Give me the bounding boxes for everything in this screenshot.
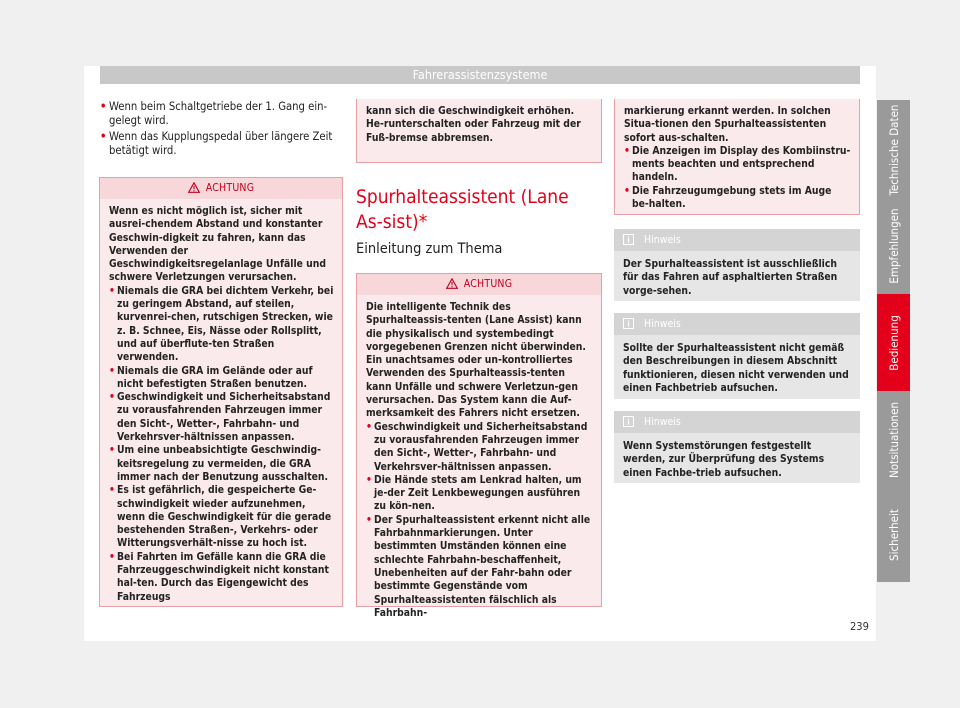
info-icon [623,315,634,337]
list-item: • Geschwindigkeit und Sicherheitsabstand zu vorausfahrenden Fahrzeugen immer den Sicht-, Wetter-, Fahrbahn- und Verkehrsver-hältnissen anpassen. [366,421,593,474]
tab-empfehlungen[interactable] [877,198,910,294]
tab-bedienung[interactable] [877,294,910,391]
list-item: • Die Fahrzeugumgebung stets im Auge be-halten. [624,185,851,212]
list-item: • Es ist gefährlich, die gespeicherte Ge-schwindigkeit wieder aufzunehmen, wenn die Geschwindigkeit für die gerade bestehenden Straßen-, Verkehrs- oder Witterungsverhält-nisse zu hoch ist. [109,484,334,550]
warning-intro: Wenn es nicht möglich ist, sicher mit ausrei-chendem Abstand und konstanter Geschwin-digkeit zu fahren, kann das Verwenden der Geschwindigkeitsregelanlage Unfälle und schwere Verletzungen verursachen. [109,205,326,284]
tab-label: Empfehlungen [886,208,901,284]
note-box [614,313,860,399]
list-item: • Niemals die GRA im Gelände oder auf nicht befestigten Straßen benutzen. [109,365,334,392]
warning-header [357,274,601,295]
warning-body [357,99,601,145]
tab-notsituationen[interactable] [877,391,910,488]
warning-triangle-icon [446,276,458,297]
list-item: • Um eine unbeabsichtigte Geschwindig-keitsregelung zu vermeiden, die GRA immer nach der Benutzung ausschalten. [109,444,334,484]
list-item: • Wenn beim Schaltgetriebe der 1. Gang ein-gelegt wird. [100,100,340,128]
note-label: Hinweis [644,416,681,428]
tab-sicherheit[interactable] [877,488,910,582]
list-item: • Der Spurhalteassistent erkennt nicht alle Fahrbahnmarkierungen. Unter bestimmten Umständen können eine schlechte Fahrbahn-beschaffenheit, Unebenheiten auf der Fahr-bahn oder bestimmte Gegenstände vom Spurhalteassistenten fälschlich als Fahrbahn- [366,514,593,620]
warning-continuation: markierung erkannt werden. In solchen Situa-tionen den Spurhalteassistenten sofort aus-schalten. [624,105,831,144]
tab-technische-daten[interactable] [877,100,910,200]
info-icon [623,231,634,253]
list-item: • Geschwindigkeit und Sicherheitsabstand zu vorausfahrenden Fahrzeugen immer den Sicht-, Wetter-, Fahrbahn- und Verkehrsver-hältnissen anpassen. [109,391,334,444]
warning-label: ACHTUNG [463,278,513,290]
note-header [614,411,860,433]
list-item: • Die Anzeigen im Display des Kombiinstru-ments beachten und entsprechend handeln. [624,145,851,185]
warning-continuation: kann sich die Geschwindigkeit erhöhen. He-runterschalten oder Fahrzeug mit der Fuß-bremse abbremsen. [366,105,581,144]
note-label: Hinweis [644,318,681,330]
list-item: • Wenn das Kupplungspedal über längere Zeit betätigt wird. [100,130,340,158]
column-1 [100,100,340,158]
note-label: Hinweis [644,234,681,246]
info-icon [623,413,634,435]
note-header [614,229,860,251]
warning-box-continued [356,99,602,163]
section-title: Spurhalteassistent (Lane As-sist)* [356,186,569,233]
tab-label: Technische Daten [886,104,901,196]
note-box [614,411,860,483]
note-text: Der Spurhalteassistent ist ausschließlich für das Fahren auf asphaltierten Straßen vorge-sehen. [623,258,838,297]
warning-triangle-icon [188,180,200,201]
warning-header [100,178,342,199]
warning-box [356,273,602,619]
warning-box [99,177,343,607]
note-text: Wenn Systemstörungen festgestellt werden, zur Überprüfung des Systems einen Fachbe-trieb aufsuchen. [623,440,825,479]
warning-label: ACHTUNG [205,182,255,194]
warning-intro: Die intelligente Technik des Spurhalteassis-tenten (Lane Assist) kann die physikalisch und systembedingt vorgegebenen Grenzen nicht überwinden. Ein unachtsames oder un-kontrolliertes Verwenden des Spurhalteassis-tenten kann Unfälle und schwere Verletzun-gen verursachen. Das System kann die Auf-merksamkeit des Fahrers nicht ersetzen. [366,301,586,420]
note-header [614,313,860,335]
note-box [614,229,860,301]
list-item: • Niemals die GRA bei dichtem Verkehr, bei zu geringem Abstand, auf steilen, kurvenrei-chen, rutschigen Strecken, wie z. B. Schnee, Eis, Nässe oder Rollsplitt, und auf überflute-ten Straßen verwenden. [109,285,334,365]
warning-body [100,199,342,604]
section-subtitle: Einleitung zum Thema [356,241,503,257]
tab-label: Sicherheit [886,509,901,561]
chapter-header: Fahrerassistenzsysteme [100,66,860,84]
warning-box-continued [614,99,860,215]
list-item: • Die Hände stets am Lenkrad halten, um je-der Zeit Lenkbewegungen ausführen zu kön-nen. [366,474,593,514]
page-number: 239 [850,620,869,633]
warning-body [357,295,601,620]
note-text: Sollte der Spurhalteassistent nicht gemäß den Beschreibungen in diesem Abschnitt funktionieren, diesen nicht verwenden und einen Fachbetrieb aufsuchen. [623,342,849,394]
warning-body [615,99,859,211]
tab-label: Notsituationen [886,401,901,478]
list-item: • Bei Fahrten im Gefälle kann die GRA die Fahrzeuggeschwindigkeit nicht konstant hal-ten. Durch das Eigengewicht des Fahrzeugs [109,551,334,604]
tab-label: Bedienung [886,314,901,371]
